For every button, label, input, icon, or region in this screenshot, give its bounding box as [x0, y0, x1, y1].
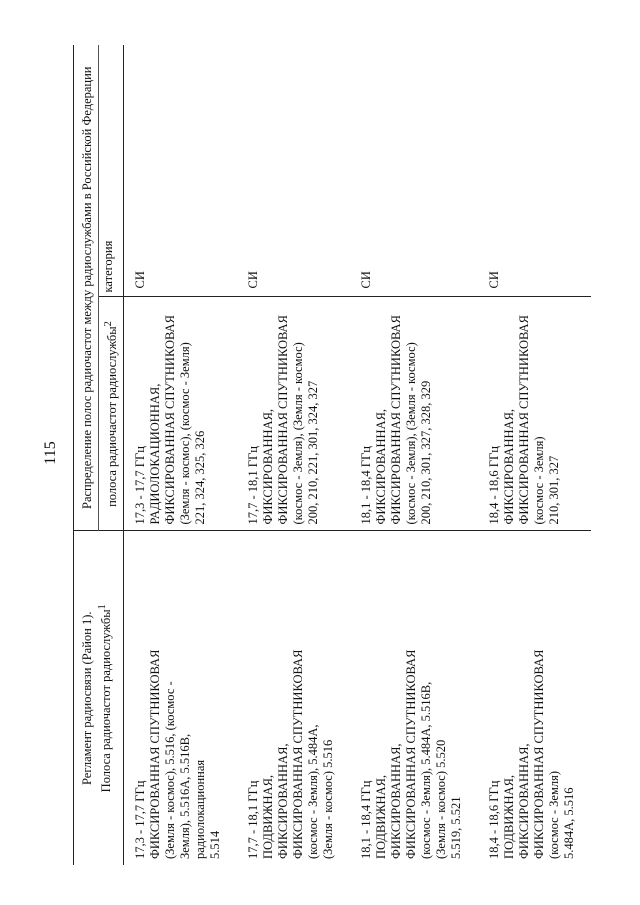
cell-line: 18,4 - 18,6 ГГц — [487, 780, 502, 859]
cell-line: ФИКСИРОВАННАЯ, — [261, 408, 276, 525]
cell-line: ПОДВИЖНАЯ, — [374, 774, 389, 859]
cell-line: (Земля - космос) 5.516 — [321, 739, 336, 859]
category: СИ — [478, 45, 591, 297]
header-left — [74, 531, 124, 865]
cell-line: (космос - Земля) — [532, 436, 547, 525]
cell-line: 17,7 - 18,1 ГГц — [246, 780, 261, 859]
cell-line: ФИКСИРОВАННАЯ, — [502, 408, 517, 525]
header-right: Распределение полос радиочастот между радиослужбами в Российской Федерации — [74, 45, 99, 531]
cell-line: 200, 210, 221, 301, 324, 327 — [306, 380, 321, 525]
band-russia — [124, 297, 238, 531]
table-row — [237, 45, 350, 865]
cell-line: 17,7 - 18,1 ГГц — [246, 446, 261, 525]
category: СИ — [350, 45, 478, 297]
band-russia — [350, 297, 478, 531]
cell-line: ФИКСИРОВАННАЯ СПУТНИКОВАЯ — [517, 315, 532, 525]
band-russia — [237, 297, 350, 531]
header-left-line2: Полоса радиочастот радиослужбы$^1$ — [97, 604, 114, 793]
cell-line: ФИКСИРОВАННАЯ СПУТНИКОВАЯ — [389, 315, 404, 525]
cell-line: ФИКСИРОВАННАЯ, — [517, 743, 532, 859]
cell-line: ФИКСИРОВАННАЯ СПУТНИКОВАЯ — [163, 315, 178, 525]
cell-line: 18,1 - 18,4 ГГц — [359, 780, 374, 859]
footnote-2: 2 — [103, 321, 114, 327]
cell-line: (Земля - космос), (космос - Земля) — [178, 342, 193, 525]
cell-line: 18,4 - 18,6 ГГц — [487, 446, 502, 525]
table-row — [478, 45, 591, 865]
cell-line: ФИКСИРОВАННАЯ СПУТНИКОВАЯ — [532, 649, 547, 859]
cell-line: ФИКСИРОВАННАЯ СПУТНИКОВАЯ — [404, 649, 419, 859]
cell-line: ФИКСИРОВАННАЯ, — [276, 743, 291, 859]
cell-line: (космос - Земля), 5.484А, 5.516В, — [419, 681, 434, 859]
page-number: 115 — [42, 441, 59, 465]
cell-line: ПОДВИЖНАЯ, — [502, 774, 517, 859]
band-russia — [478, 297, 591, 531]
footnote-1: 1 — [97, 604, 108, 610]
document-page — [73, 45, 603, 865]
cell-line: ФИКСИРОВАННАЯ, — [389, 743, 404, 859]
band-region1 — [237, 531, 350, 865]
cell-line: ПОДВИЖНАЯ, — [261, 774, 276, 859]
cell-line: ФИКСИРОВАННАЯ СПУТНИКОВАЯ — [276, 315, 291, 525]
band-region1 — [478, 531, 591, 865]
table-row — [350, 45, 478, 865]
cell-line: 5.514 — [208, 830, 223, 859]
cell-line: радиолокационная — [193, 759, 208, 859]
category: СИ — [237, 45, 350, 297]
cell-line: (Земля - космос) 5.520 — [434, 739, 449, 859]
cell-line: ФИКСИРОВАННАЯ СПУТНИКОВАЯ — [148, 649, 163, 859]
cell-line: 5.519, 5.521 — [449, 796, 464, 859]
cell-line: Земля), 5.516А, 5.516В, — [178, 733, 193, 859]
cell-line: 17,3 - 17,7 ГГц — [133, 780, 148, 859]
cell-line: 5.484А, 5.516 — [562, 787, 577, 859]
header-mid: полоса радиочастот радиослужбы$^2$ — [99, 297, 124, 531]
band-region1 — [124, 531, 238, 865]
rotated-table-container — [73, 45, 603, 865]
category: СИ — [124, 45, 238, 297]
cell-line: ФИКСИРОВАННАЯ СПУТНИКОВАЯ — [291, 649, 306, 859]
table-row — [124, 45, 238, 865]
band-region1 — [350, 531, 478, 865]
cell-line: (космос - Земля), 5.484А, — [306, 724, 321, 859]
frequency-allocation-table — [73, 45, 591, 865]
cell-line: 18,1 - 18,4 ГГц — [359, 446, 374, 525]
cell-line: ФИКСИРОВАННАЯ, — [374, 408, 389, 525]
cell-line: (Земля - космос), 5.516, (космос - — [163, 681, 178, 859]
header-left-line1: Регламент радиосвязи (Район 1). — [80, 611, 94, 785]
header-category: категория — [99, 45, 124, 297]
cell-line: РАДИОЛОКАЦИОННАЯ, — [148, 383, 163, 525]
cell-line: 200, 210, 301, 327, 328, 329 — [419, 380, 434, 525]
cell-line: (космос - Земля), (Земля - космос) — [291, 342, 306, 525]
cell-line: (космос - Земля) — [547, 770, 562, 859]
cell-line: 210, 301, 327 — [547, 455, 562, 525]
cell-line: 221, 324, 325, 326 — [193, 430, 208, 525]
cell-line: 17,3 - 17,7 ГГц — [133, 446, 148, 525]
cell-line: (космос - Земля), (Земля - космос) — [404, 342, 419, 525]
